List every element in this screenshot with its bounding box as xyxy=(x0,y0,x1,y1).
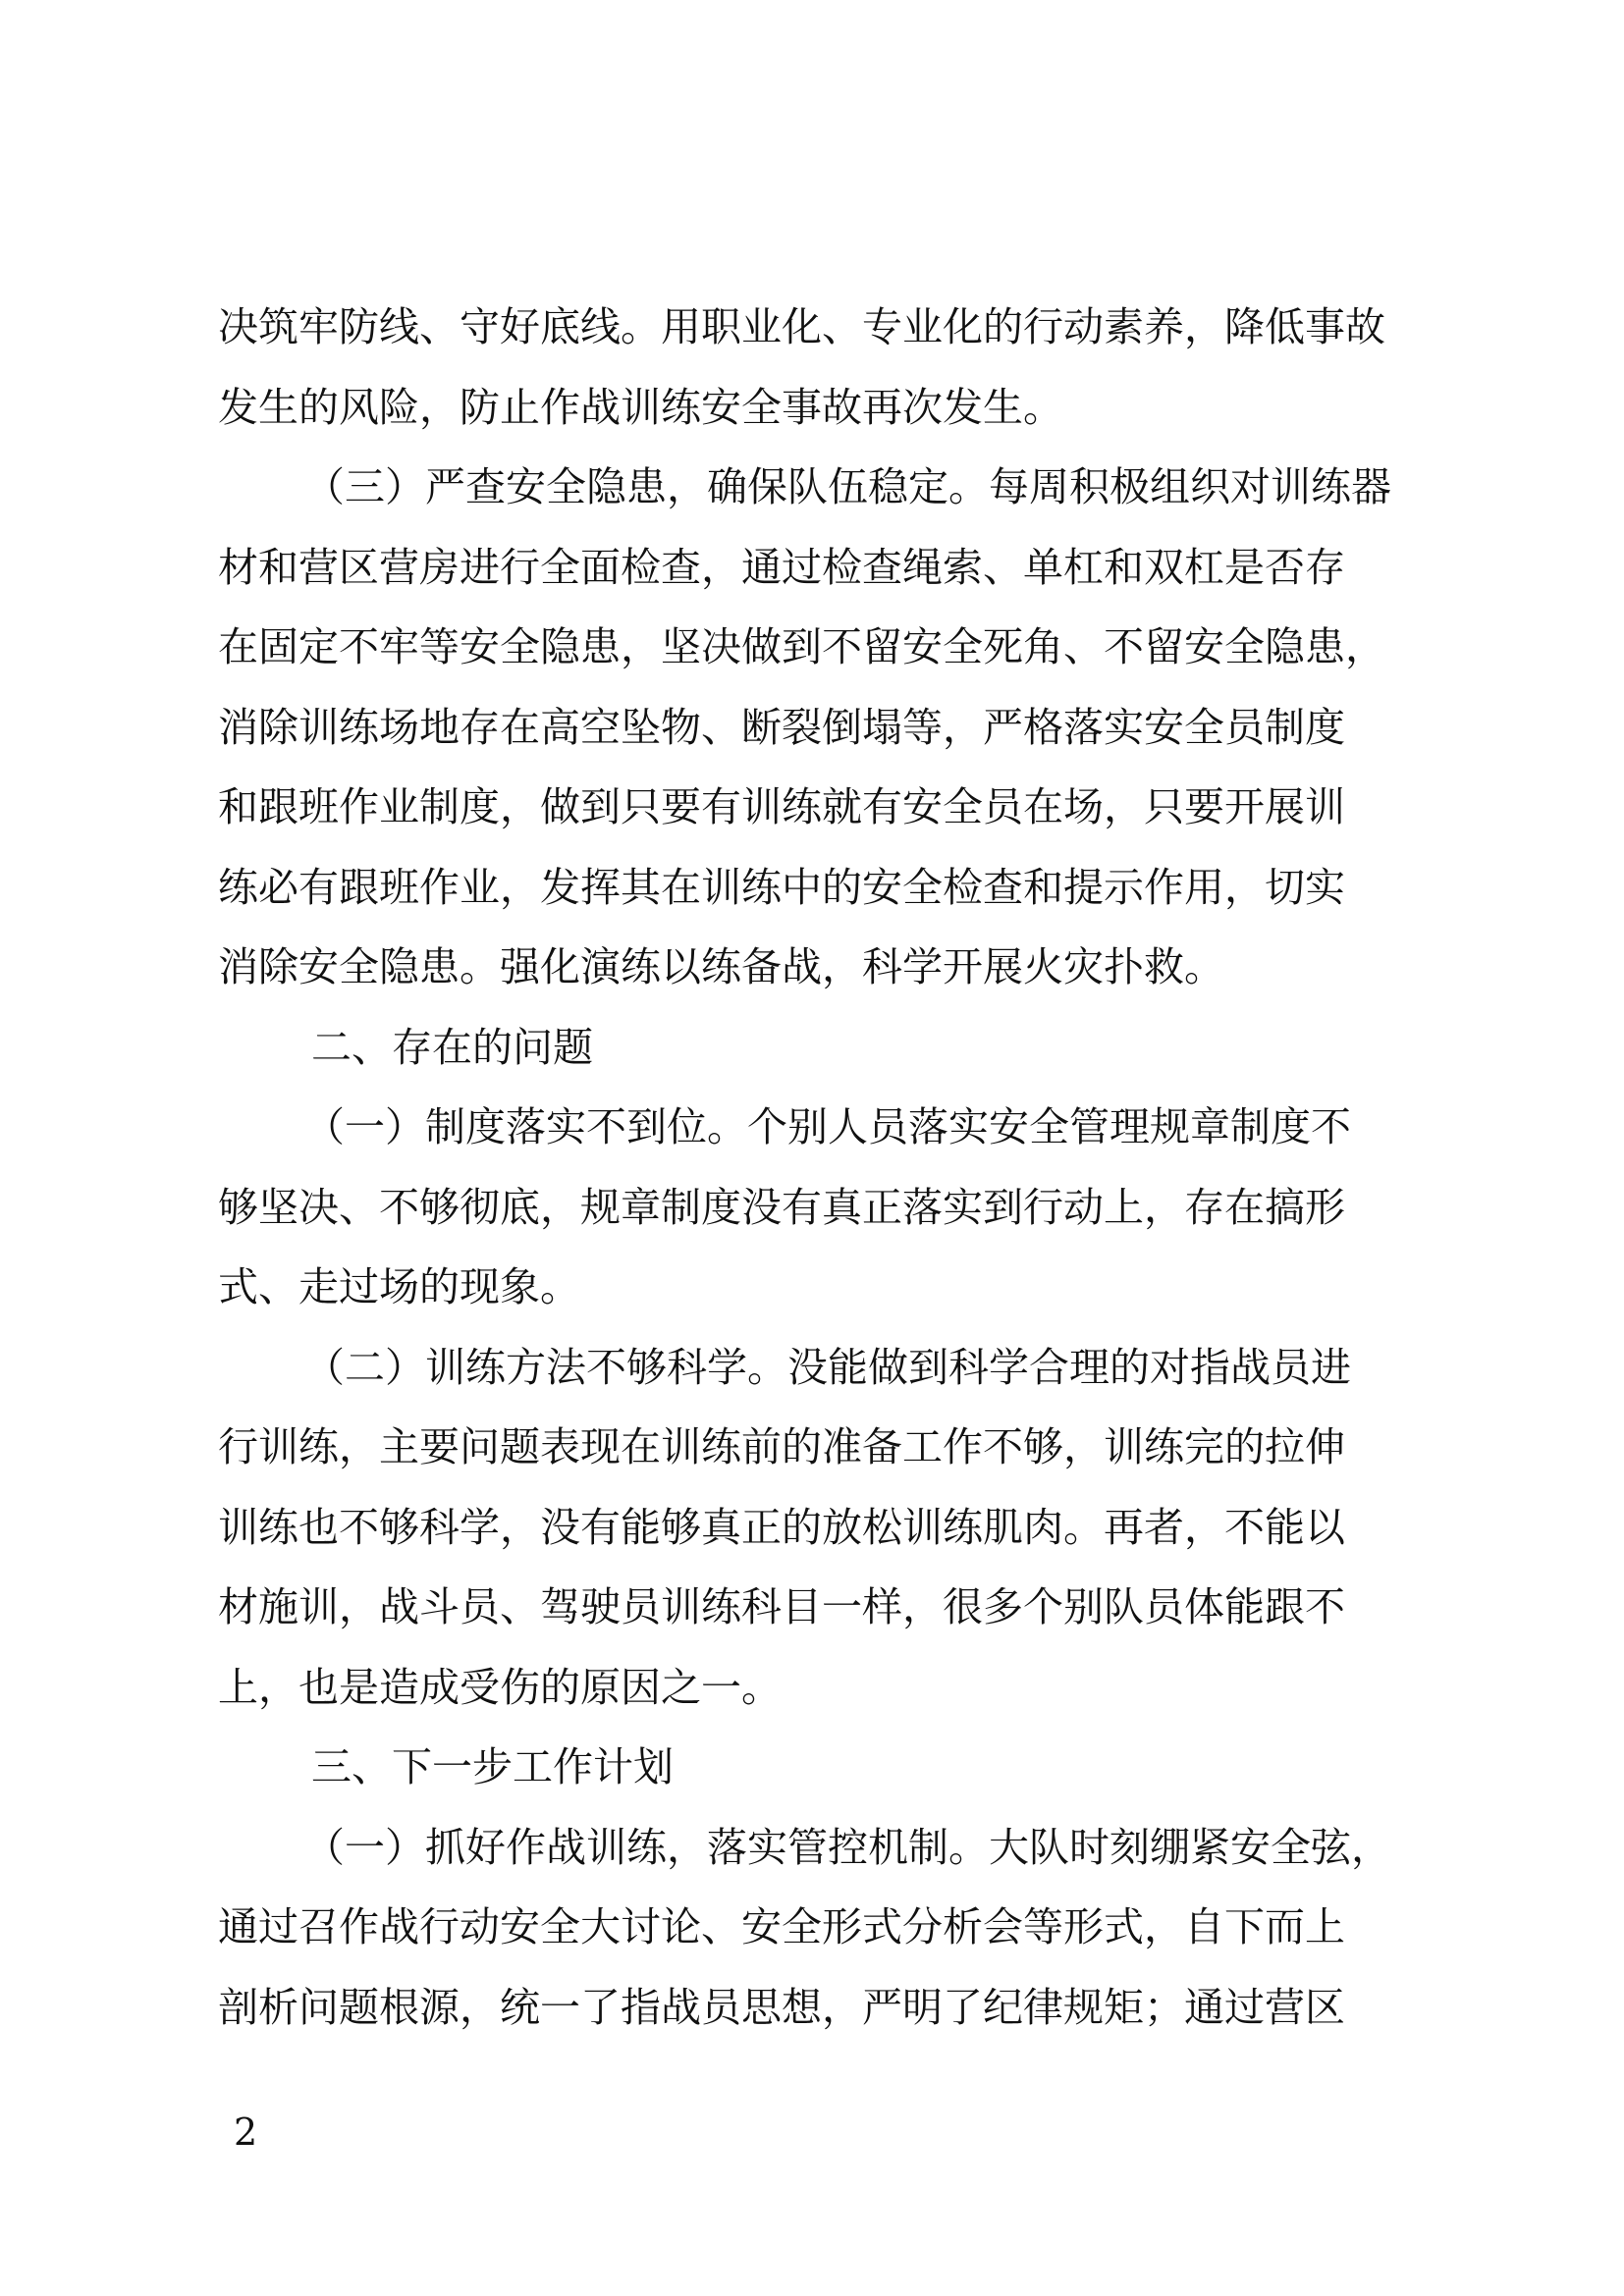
document-body xyxy=(218,288,1440,2048)
text-line: 消除训练场地存在高空坠物、断裂倒塌等，严格落实安全员制度 xyxy=(218,703,1345,751)
subsection-paragraph: （一）制度落实不到位。个别人员落实安全管理规章制度不 xyxy=(304,1103,1351,1150)
section-heading-paragraph: （三）严查安全隐患，确保队伍稳定。每周积极组织对训练器 xyxy=(304,463,1391,510)
text-line: 训练也不够科学，没有能够真正的放松训练肌肉。再者，不能以 xyxy=(218,1503,1345,1551)
subsection-paragraph: （二）训练方法不够科学。没能做到科学合理的对指战员进 xyxy=(304,1343,1351,1391)
text-line: 在固定不牢等安全隐患，坚决做到不留安全死角、不留安全隐患， xyxy=(218,623,1385,670)
section-heading: 三、下一步工作计划 xyxy=(311,1743,674,1790)
text-line: 剖析问题根源，统一了指战员思想，严明了纪律规矩；通过营区 xyxy=(218,1983,1345,2031)
text-line: 练必有跟班作业，发挥其在训练中的安全检查和提示作用，切实 xyxy=(218,863,1345,911)
text-line: 材和营区营房进行全面检查，通过检查绳索、单杠和双杠是否存 xyxy=(218,543,1345,591)
text-line: 式、走过场的现象。 xyxy=(218,1263,580,1310)
page-number: 2 xyxy=(234,2110,258,2154)
section-heading: 二、存在的问题 xyxy=(311,1023,593,1071)
text-line: 消除安全隐患。强化演练以练备战，科学开展火灾扑救。 xyxy=(218,943,1224,990)
text-line: 通过召作战行动安全大讨论、安全形式分析会等形式，自下而上 xyxy=(218,1903,1345,1950)
text-line: 上，也是造成受伤的原因之一。 xyxy=(218,1663,782,1711)
text-line: 决筑牢防线、守好底线。用职业化、专业化的行动素养，降低事故 xyxy=(218,303,1385,350)
text-line: 和跟班作业制度，做到只要有训练就有安全员在场，只要开展训 xyxy=(218,783,1345,830)
text-line: 行训练，主要问题表现在训练前的准备工作不够，训练完的拉伸 xyxy=(218,1423,1345,1470)
subsection-paragraph: （一）抓好作战训练，落实管控机制。大队时刻绷紧安全弦， xyxy=(304,1823,1391,1871)
text-line: 够坚决、不够彻底，规章制度没有真正落实到行动上，存在搞形 xyxy=(218,1183,1345,1231)
text-line: 材施训，战斗员、驾驶员训练科目一样，很多个别队员体能跟不 xyxy=(218,1583,1345,1630)
text-line: 发生的风险，防止作战训练安全事故再次发生。 xyxy=(218,383,1063,431)
